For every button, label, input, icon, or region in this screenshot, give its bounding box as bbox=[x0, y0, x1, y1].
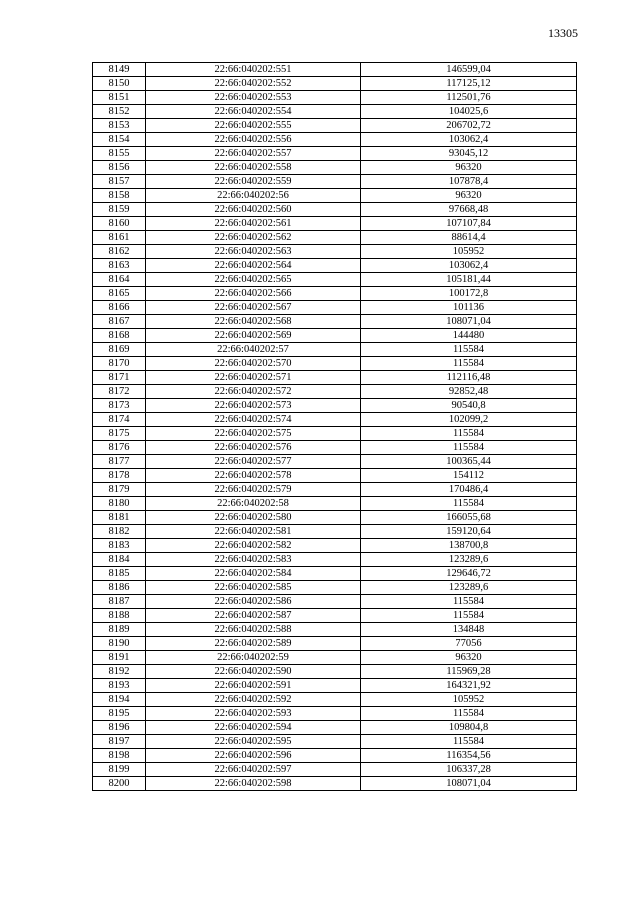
value-cell: 109804,8 bbox=[361, 721, 577, 735]
row-number-cell: 8166 bbox=[93, 301, 146, 315]
cadastral-number-cell: 22:66:040202:588 bbox=[146, 623, 361, 637]
table-row bbox=[93, 581, 577, 595]
value-cell: 117125,12 bbox=[361, 77, 577, 91]
table-row bbox=[93, 441, 577, 455]
table-row bbox=[93, 175, 577, 189]
value-cell: 144480 bbox=[361, 329, 577, 343]
value-cell: 108071,04 bbox=[361, 315, 577, 329]
row-number-cell: 8178 bbox=[93, 469, 146, 483]
cadastral-number-cell: 22:66:040202:571 bbox=[146, 371, 361, 385]
value-cell: 170486,4 bbox=[361, 483, 577, 497]
table-row bbox=[93, 63, 577, 77]
table-row bbox=[93, 133, 577, 147]
row-number-cell: 8177 bbox=[93, 455, 146, 469]
row-number-cell: 8169 bbox=[93, 343, 146, 357]
value-cell: 100365,44 bbox=[361, 455, 577, 469]
value-cell: 116354,56 bbox=[361, 749, 577, 763]
cadastral-number-cell: 22:66:040202:595 bbox=[146, 735, 361, 749]
value-cell: 112501,76 bbox=[361, 91, 577, 105]
row-number-cell: 8159 bbox=[93, 203, 146, 217]
row-number-cell: 8191 bbox=[93, 651, 146, 665]
table-row bbox=[93, 231, 577, 245]
table-row bbox=[93, 511, 577, 525]
value-cell: 90540,8 bbox=[361, 399, 577, 413]
cadastral-number-cell: 22:66:040202:580 bbox=[146, 511, 361, 525]
table-row bbox=[93, 693, 577, 707]
value-cell: 103062,4 bbox=[361, 133, 577, 147]
cadastral-number-cell: 22:66:040202:568 bbox=[146, 315, 361, 329]
table-row bbox=[93, 385, 577, 399]
cadastral-number-cell: 22:66:040202:562 bbox=[146, 231, 361, 245]
value-cell: 88614,4 bbox=[361, 231, 577, 245]
value-cell: 96320 bbox=[361, 189, 577, 203]
cadastral-number-cell: 22:66:040202:597 bbox=[146, 763, 361, 777]
row-number-cell: 8161 bbox=[93, 231, 146, 245]
cadastral-number-cell: 22:66:040202:591 bbox=[146, 679, 361, 693]
table-row bbox=[93, 119, 577, 133]
table-row bbox=[93, 455, 577, 469]
row-number-cell: 8188 bbox=[93, 609, 146, 623]
value-cell: 105181,44 bbox=[361, 273, 577, 287]
table-row bbox=[93, 343, 577, 357]
row-number-cell: 8187 bbox=[93, 595, 146, 609]
table-row bbox=[93, 749, 577, 763]
cadastral-number-cell: 22:66:040202:551 bbox=[146, 63, 361, 77]
row-number-cell: 8198 bbox=[93, 749, 146, 763]
row-number-cell: 8163 bbox=[93, 259, 146, 273]
value-cell: 103062,4 bbox=[361, 259, 577, 273]
table-row bbox=[93, 399, 577, 413]
row-number-cell: 8192 bbox=[93, 665, 146, 679]
table-row bbox=[93, 77, 577, 91]
row-number-cell: 8153 bbox=[93, 119, 146, 133]
table-row bbox=[93, 777, 577, 791]
row-number-cell: 8168 bbox=[93, 329, 146, 343]
cadastral-number-cell: 22:66:040202:564 bbox=[146, 259, 361, 273]
cadastral-number-cell: 22:66:040202:567 bbox=[146, 301, 361, 315]
cadastral-value-table bbox=[92, 62, 577, 791]
cadastral-number-cell: 22:66:040202:555 bbox=[146, 119, 361, 133]
value-cell: 96320 bbox=[361, 161, 577, 175]
table-row bbox=[93, 609, 577, 623]
value-cell: 92852,48 bbox=[361, 385, 577, 399]
cadastral-number-cell: 22:66:040202:59 bbox=[146, 651, 361, 665]
table-row bbox=[93, 497, 577, 511]
cadastral-number-cell: 22:66:040202:583 bbox=[146, 553, 361, 567]
row-number-cell: 8176 bbox=[93, 441, 146, 455]
value-cell: 97668,48 bbox=[361, 203, 577, 217]
value-cell: 93045,12 bbox=[361, 147, 577, 161]
row-number-cell: 8162 bbox=[93, 245, 146, 259]
value-cell: 101136 bbox=[361, 301, 577, 315]
value-cell: 105952 bbox=[361, 693, 577, 707]
cadastral-number-cell: 22:66:040202:561 bbox=[146, 217, 361, 231]
table-row bbox=[93, 763, 577, 777]
table-row bbox=[93, 371, 577, 385]
row-number-cell: 8186 bbox=[93, 581, 146, 595]
cadastral-number-cell: 22:66:040202:590 bbox=[146, 665, 361, 679]
row-number-cell: 8183 bbox=[93, 539, 146, 553]
table-row bbox=[93, 679, 577, 693]
cadastral-number-cell: 22:66:040202:556 bbox=[146, 133, 361, 147]
row-number-cell: 8189 bbox=[93, 623, 146, 637]
row-number-cell: 8167 bbox=[93, 315, 146, 329]
cadastral-number-cell: 22:66:040202:574 bbox=[146, 413, 361, 427]
cadastral-number-cell: 22:66:040202:58 bbox=[146, 497, 361, 511]
cadastral-number-cell: 22:66:040202:558 bbox=[146, 161, 361, 175]
value-cell: 96320 bbox=[361, 651, 577, 665]
row-number-cell: 8194 bbox=[93, 693, 146, 707]
cadastral-number-cell: 22:66:040202:575 bbox=[146, 427, 361, 441]
row-number-cell: 8149 bbox=[93, 63, 146, 77]
value-cell: 105952 bbox=[361, 245, 577, 259]
table-row bbox=[93, 567, 577, 581]
cadastral-number-cell: 22:66:040202:576 bbox=[146, 441, 361, 455]
row-number-cell: 8152 bbox=[93, 105, 146, 119]
table-row bbox=[93, 483, 577, 497]
table-row bbox=[93, 665, 577, 679]
table-row bbox=[93, 329, 577, 343]
value-cell: 146599,04 bbox=[361, 63, 577, 77]
table-row bbox=[93, 105, 577, 119]
value-cell: 123289,6 bbox=[361, 553, 577, 567]
value-cell: 166055,68 bbox=[361, 511, 577, 525]
row-number-cell: 8170 bbox=[93, 357, 146, 371]
table-row bbox=[93, 301, 577, 315]
cadastral-number-cell: 22:66:040202:573 bbox=[146, 399, 361, 413]
value-cell: 115584 bbox=[361, 609, 577, 623]
value-cell: 115584 bbox=[361, 357, 577, 371]
row-number-cell: 8179 bbox=[93, 483, 146, 497]
table-row bbox=[93, 259, 577, 273]
table-row bbox=[93, 595, 577, 609]
value-cell: 112116,48 bbox=[361, 371, 577, 385]
value-cell: 115584 bbox=[361, 441, 577, 455]
cadastral-number-cell: 22:66:040202:596 bbox=[146, 749, 361, 763]
table-row bbox=[93, 245, 577, 259]
value-cell: 108071,04 bbox=[361, 777, 577, 791]
value-cell: 159120,64 bbox=[361, 525, 577, 539]
value-cell: 115584 bbox=[361, 735, 577, 749]
cadastral-number-cell: 22:66:040202:557 bbox=[146, 147, 361, 161]
page-number: 13305 bbox=[548, 26, 578, 40]
cadastral-number-cell: 22:66:040202:585 bbox=[146, 581, 361, 595]
row-number-cell: 8182 bbox=[93, 525, 146, 539]
table-row bbox=[93, 735, 577, 749]
value-cell: 115584 bbox=[361, 343, 577, 357]
table-row bbox=[93, 427, 577, 441]
row-number-cell: 8157 bbox=[93, 175, 146, 189]
table-row bbox=[93, 721, 577, 735]
cadastral-number-cell: 22:66:040202:569 bbox=[146, 329, 361, 343]
value-cell: 164321,92 bbox=[361, 679, 577, 693]
row-number-cell: 8200 bbox=[93, 777, 146, 791]
table-row bbox=[93, 161, 577, 175]
row-number-cell: 8175 bbox=[93, 427, 146, 441]
row-number-cell: 8155 bbox=[93, 147, 146, 161]
table-row bbox=[93, 553, 577, 567]
table-row bbox=[93, 637, 577, 651]
cadastral-number-cell: 22:66:040202:572 bbox=[146, 385, 361, 399]
table-row bbox=[93, 623, 577, 637]
table-row bbox=[93, 203, 577, 217]
table-row bbox=[93, 217, 577, 231]
row-number-cell: 8196 bbox=[93, 721, 146, 735]
row-number-cell: 8156 bbox=[93, 161, 146, 175]
row-number-cell: 8173 bbox=[93, 399, 146, 413]
value-cell: 107878,4 bbox=[361, 175, 577, 189]
table-row bbox=[93, 539, 577, 553]
table-row bbox=[93, 707, 577, 721]
row-number-cell: 8151 bbox=[93, 91, 146, 105]
value-cell: 115584 bbox=[361, 595, 577, 609]
table-row bbox=[93, 287, 577, 301]
value-cell: 129646,72 bbox=[361, 567, 577, 581]
cadastral-number-cell: 22:66:040202:589 bbox=[146, 637, 361, 651]
row-number-cell: 8164 bbox=[93, 273, 146, 287]
cadastral-number-cell: 22:66:040202:584 bbox=[146, 567, 361, 581]
cadastral-number-cell: 22:66:040202:552 bbox=[146, 77, 361, 91]
cadastral-number-cell: 22:66:040202:56 bbox=[146, 189, 361, 203]
row-number-cell: 8154 bbox=[93, 133, 146, 147]
table-row bbox=[93, 273, 577, 287]
table-row bbox=[93, 469, 577, 483]
table-body bbox=[93, 63, 577, 791]
row-number-cell: 8197 bbox=[93, 735, 146, 749]
value-cell: 154112 bbox=[361, 469, 577, 483]
cadastral-number-cell: 22:66:040202:581 bbox=[146, 525, 361, 539]
row-number-cell: 8171 bbox=[93, 371, 146, 385]
table-row bbox=[93, 147, 577, 161]
table-row bbox=[93, 525, 577, 539]
table-row bbox=[93, 189, 577, 203]
value-cell: 115584 bbox=[361, 707, 577, 721]
row-number-cell: 8165 bbox=[93, 287, 146, 301]
cadastral-number-cell: 22:66:040202:582 bbox=[146, 539, 361, 553]
table-row bbox=[93, 651, 577, 665]
row-number-cell: 8193 bbox=[93, 679, 146, 693]
value-cell: 206702,72 bbox=[361, 119, 577, 133]
cadastral-number-cell: 22:66:040202:593 bbox=[146, 707, 361, 721]
table-row bbox=[93, 315, 577, 329]
row-number-cell: 8190 bbox=[93, 637, 146, 651]
cadastral-number-cell: 22:66:040202:592 bbox=[146, 693, 361, 707]
value-cell: 104025,6 bbox=[361, 105, 577, 119]
row-number-cell: 8195 bbox=[93, 707, 146, 721]
row-number-cell: 8158 bbox=[93, 189, 146, 203]
value-cell: 115584 bbox=[361, 497, 577, 511]
value-cell: 107107,84 bbox=[361, 217, 577, 231]
row-number-cell: 8174 bbox=[93, 413, 146, 427]
cadastral-number-cell: 22:66:040202:565 bbox=[146, 273, 361, 287]
value-cell: 102099,2 bbox=[361, 413, 577, 427]
cadastral-number-cell: 22:66:040202:559 bbox=[146, 175, 361, 189]
cadastral-number-cell: 22:66:040202:594 bbox=[146, 721, 361, 735]
cadastral-number-cell: 22:66:040202:578 bbox=[146, 469, 361, 483]
row-number-cell: 8185 bbox=[93, 567, 146, 581]
row-number-cell: 8160 bbox=[93, 217, 146, 231]
value-cell: 115584 bbox=[361, 427, 577, 441]
cadastral-number-cell: 22:66:040202:587 bbox=[146, 609, 361, 623]
value-cell: 123289,6 bbox=[361, 581, 577, 595]
value-cell: 138700,8 bbox=[361, 539, 577, 553]
row-number-cell: 8184 bbox=[93, 553, 146, 567]
row-number-cell: 8172 bbox=[93, 385, 146, 399]
cadastral-number-cell: 22:66:040202:586 bbox=[146, 595, 361, 609]
cadastral-number-cell: 22:66:040202:553 bbox=[146, 91, 361, 105]
cadastral-number-cell: 22:66:040202:57 bbox=[146, 343, 361, 357]
value-cell: 134848 bbox=[361, 623, 577, 637]
cadastral-number-cell: 22:66:040202:570 bbox=[146, 357, 361, 371]
row-number-cell: 8150 bbox=[93, 77, 146, 91]
table-row bbox=[93, 357, 577, 371]
row-number-cell: 8180 bbox=[93, 497, 146, 511]
table-row bbox=[93, 91, 577, 105]
cadastral-number-cell: 22:66:040202:579 bbox=[146, 483, 361, 497]
value-cell: 100172,8 bbox=[361, 287, 577, 301]
value-cell: 106337,28 bbox=[361, 763, 577, 777]
cadastral-number-cell: 22:66:040202:554 bbox=[146, 105, 361, 119]
cadastral-number-cell: 22:66:040202:560 bbox=[146, 203, 361, 217]
value-cell: 115969,28 bbox=[361, 665, 577, 679]
cadastral-number-cell: 22:66:040202:566 bbox=[146, 287, 361, 301]
row-number-cell: 8199 bbox=[93, 763, 146, 777]
row-number-cell: 8181 bbox=[93, 511, 146, 525]
cadastral-number-cell: 22:66:040202:577 bbox=[146, 455, 361, 469]
value-cell: 77056 bbox=[361, 637, 577, 651]
cadastral-number-cell: 22:66:040202:598 bbox=[146, 777, 361, 791]
table-row bbox=[93, 413, 577, 427]
cadastral-number-cell: 22:66:040202:563 bbox=[146, 245, 361, 259]
